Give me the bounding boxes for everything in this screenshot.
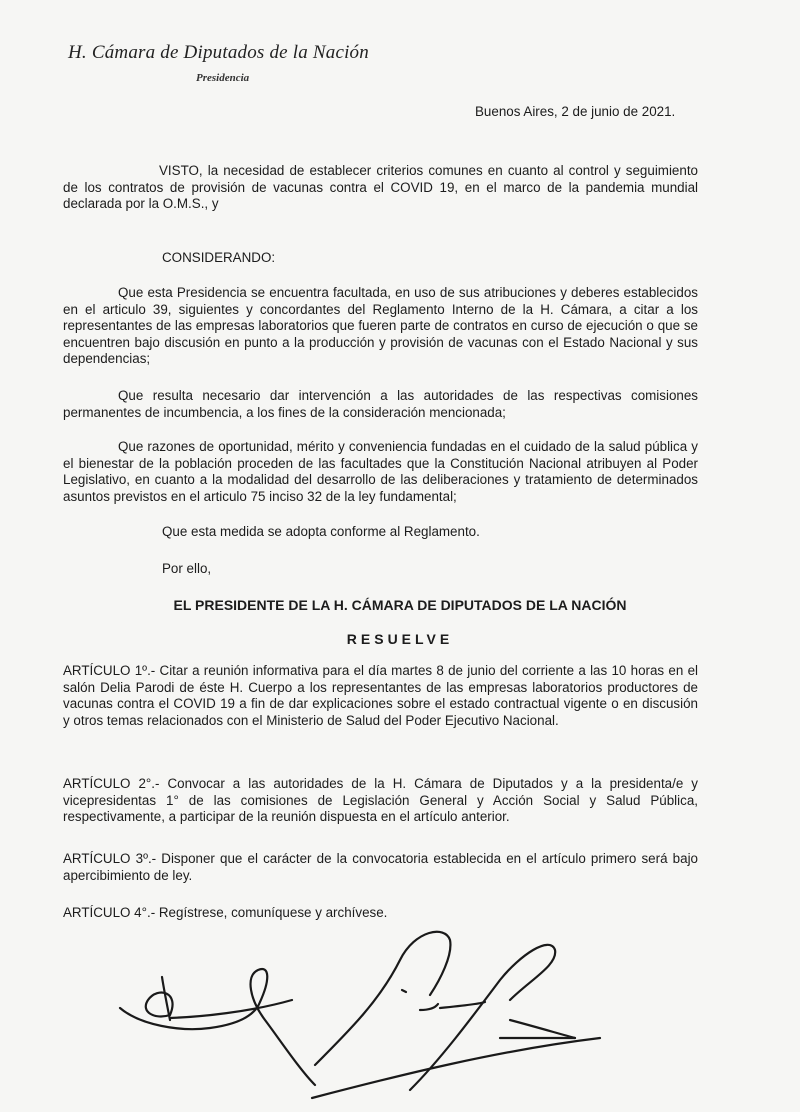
articulo-4: ARTÍCULO 4°.- Regístrese, comuníquese y archívese.: [63, 905, 388, 920]
articulo-3: ARTÍCULO 3º.- Disponer que el carácter de la convocatoria establecida en el artículo primero será bajo apercibimiento de ley.: [63, 851, 698, 883]
articulo-1: ARTÍCULO 1º.- Citar a reunión informativa para el día martes 8 de junio del corriente a las 10 horas en el salón Delia Parodi de éste H. Cuerpo a los representantes de las empresas laboratorios productores de vacunas contra el COVID 19 a fin de dar explicaciones sobre el estado contractual vigente o en discusión y otros temas relacionados con el Ministerio de Salud del Poder Ejecutivo Nacional.: [63, 663, 698, 728]
considerando-paragraph-4: Que esta medida se adopta conforme al Reglamento.: [162, 524, 480, 539]
considerando-paragraph-1: Que esta Presidencia se encuentra facultada, en uso de sus atribuciones y deberes establecidos en el articulo 39, siguientes y concordantes del Reglamento Interno de la H. Cámara, a citar a los representantes de las empresas laboratorios que fueren parte de contratos en curso de ejecución o que se encuentren bajo discusión en punto a la producción y provisión de vacunas con el Estado Nacional y sus dependencias;: [63, 285, 698, 367]
letterhead-subtitle: Presidencia: [196, 72, 250, 84]
por-ello: Por ello,: [162, 561, 212, 576]
document-date: Buenos Aires, 2 de junio de 2021.: [475, 104, 676, 119]
resuelve-heading: RESUELVE: [346, 631, 454, 647]
considerando-paragraph-3: Que razones de oportunidad, mérito y conveniencia fundadas en el cuidado de la salud pública y el bienestar de la población proceden de las facultades que la Constitución Nacional atribuyen al Poder Legislativo, en cuanto a la modalidad del desarrollo de las deliberaciones y tratamiento de determinados asuntos previstos en el articulo 75 inciso 32 de la ley fundamental;: [63, 439, 698, 504]
letterhead-title: H. Cámara de Diputados de la Nación: [68, 42, 369, 63]
considerando-heading: CONSIDERANDO:: [162, 250, 276, 265]
articulo-2: ARTÍCULO 2°.- Convocar a las autoridades de la H. Cámara de Diputados y a la presidenta/e y vicepresidentas 1° de las comisiones de Legislación General y Acción Social y Salud Pública, respectivamente, a participar de la reunión dispuesta en el artículo anterior.: [63, 776, 698, 825]
authority-heading: EL PRESIDENTE DE LA H. CÁMARA DE DIPUTADOS DE LA NACIÓN: [173, 597, 627, 613]
considerando-paragraph-2: Que resulta necesario dar intervención a las autoridades de las respectivas comisiones permanentes de incumbencia, a los fines de la consideración mencionada;: [63, 388, 698, 420]
handwritten-signature: [100, 920, 800, 1112]
visto-paragraph: VISTO, la necesidad de establecer criterios comunes en cuanto al control y seguimiento de los contratos de provisión de vacunas contra el COVID 19, en el marco de la pandemia mundial declarada por la O.M.S., y: [63, 163, 698, 212]
